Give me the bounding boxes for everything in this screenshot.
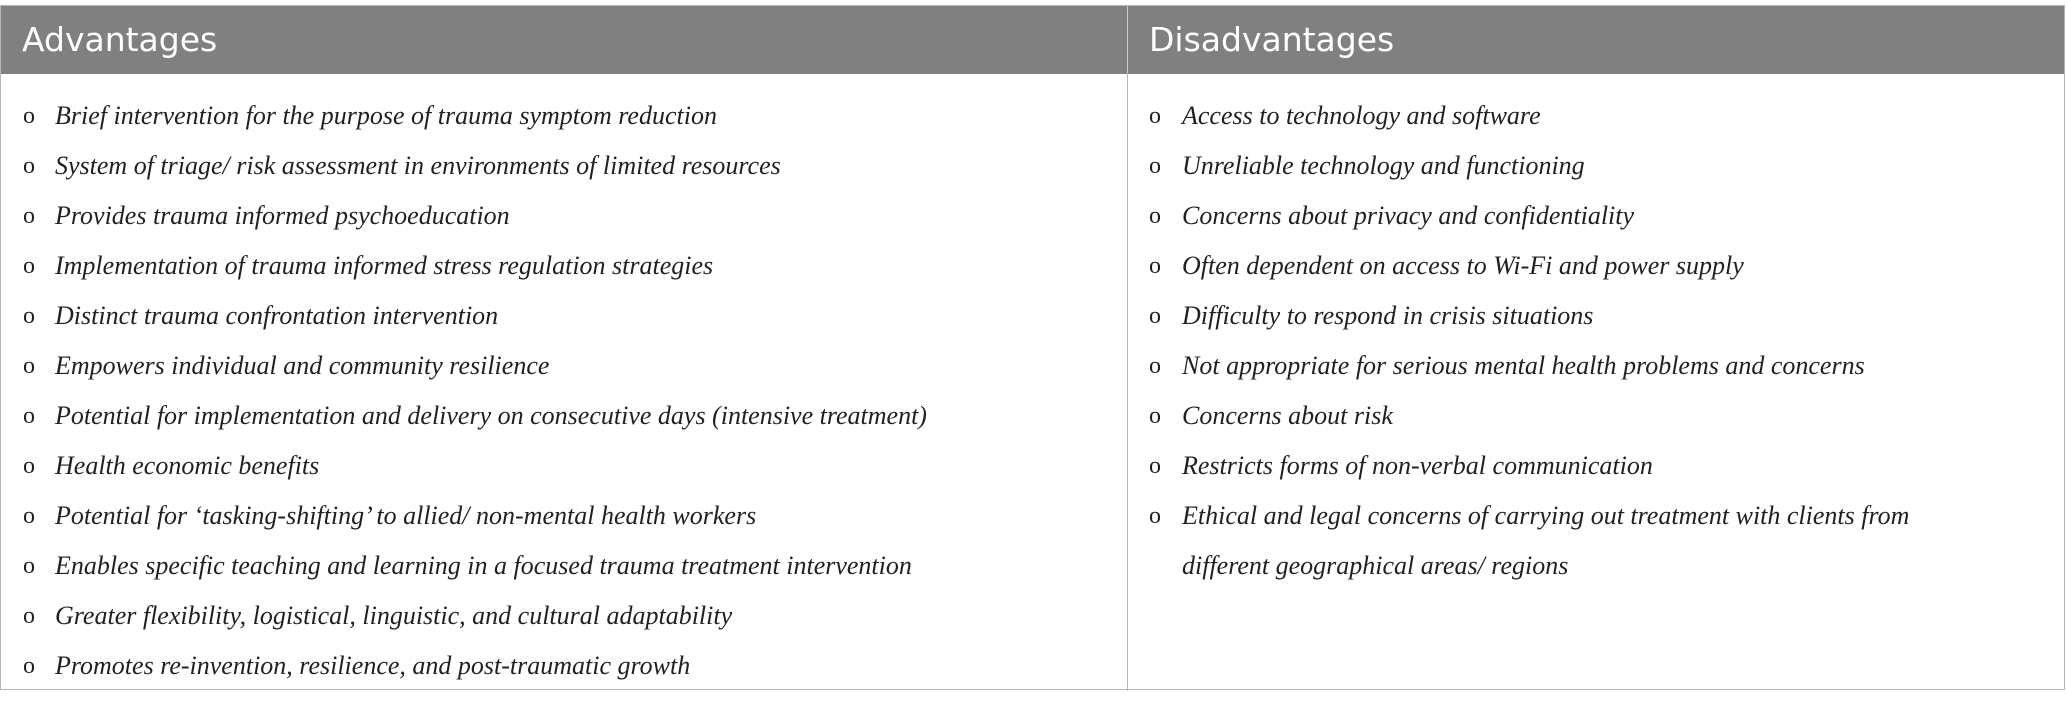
list-item: o Potential for ‘tasking-shifting’ to allied/ non-mental health workers [1,491,1127,541]
bullet-icon: o [23,253,35,279]
list-item: o Ethical and legal concerns of carrying out treatment with clients from different geographical areas/ regions [1128,491,2064,591]
list-item: o Promotes re-invention, resilience, and post-traumatic growth [1,641,1127,691]
bullet-icon: o [1149,403,1161,429]
bullet-icon: o [1149,503,1161,529]
bullet-icon: o [23,203,35,229]
bullet-icon: o [23,453,35,479]
bullet-icon: o [23,603,35,629]
bullet-icon: o [23,303,35,329]
list-item: o Often dependent on access to Wi-Fi and power supply [1128,241,2064,291]
comparison-table [0,5,2065,690]
bullet-icon: o [1149,203,1161,229]
list-item: o Restricts forms of non-verbal communication [1128,441,2064,491]
bullet-icon: o [23,503,35,529]
list-item: o Health economic benefits [1,441,1127,491]
list-item: o Empowers individual and community resilience [1,341,1127,391]
bullet-icon: o [23,153,35,179]
list-item: o Implementation of trauma informed stress regulation strategies [1,241,1127,291]
bullet-icon: o [1149,353,1161,379]
advantages-list [1,91,1127,691]
bullet-icon: o [1149,253,1161,279]
list-item: o Enables specific teaching and learning in a focused trauma treatment intervention [1,541,1127,591]
list-item: o Unreliable technology and functioning [1128,141,2064,191]
list-item: o Brief intervention for the purpose of trauma symptom reduction [1,91,1127,141]
disadvantages-list [1128,91,2064,591]
list-item: o Not appropriate for serious mental health problems and concerns [1128,341,2064,391]
list-item: o Provides trauma informed psychoeducation [1,191,1127,241]
header-disadvantages: Disadvantages [1127,6,2064,74]
advantages-cell [1,74,1127,691]
list-item: o Difficulty to respond in crisis situations [1128,291,2064,341]
disadvantages-cell [1127,74,2064,691]
bullet-icon: o [23,353,35,379]
bullet-icon: o [23,553,35,579]
list-item: o Potential for implementation and delivery on consecutive days (intensive treatment) [1,391,1127,441]
list-item: o Access to technology and software [1128,91,2064,141]
bullet-icon: o [1149,303,1161,329]
list-item: o Concerns about risk [1128,391,2064,441]
bullet-icon: o [1149,453,1161,479]
list-item: o Distinct trauma confrontation intervention [1,291,1127,341]
bullet-icon: o [23,653,35,679]
bullet-icon: o [23,103,35,129]
list-item: o Concerns about privacy and confidentiality [1128,191,2064,241]
list-item: o Greater flexibility, logistical, linguistic, and cultural adaptability [1,591,1127,641]
bullet-icon: o [1149,103,1161,129]
list-item: o System of triage/ risk assessment in environments of limited resources [1,141,1127,191]
header-advantages: Advantages [1,6,1127,74]
bullet-icon: o [1149,153,1161,179]
bullet-icon: o [23,403,35,429]
